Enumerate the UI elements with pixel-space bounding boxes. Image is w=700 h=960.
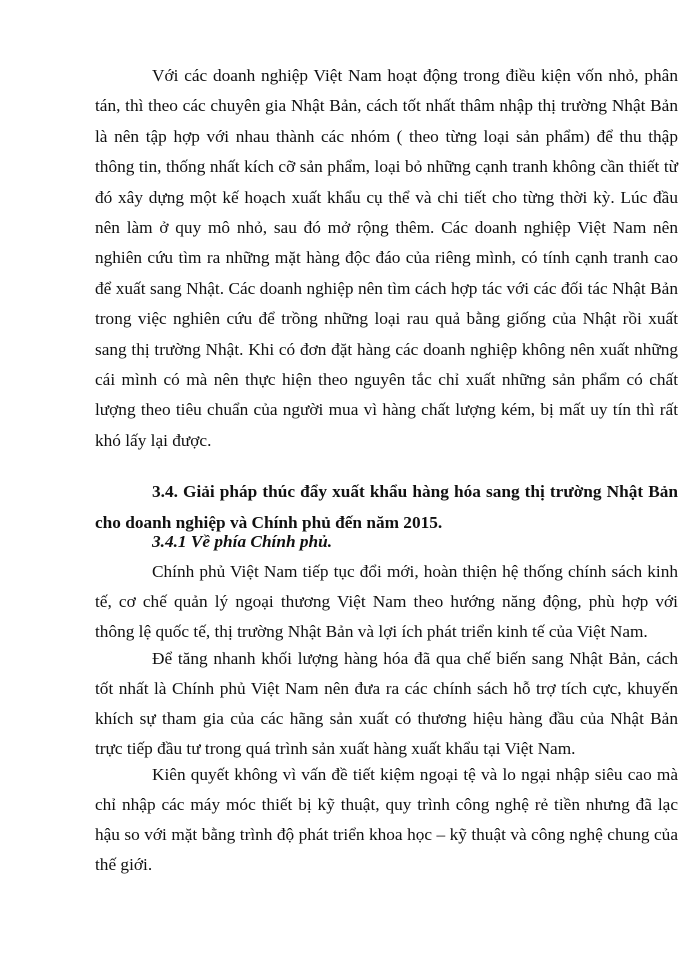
body-paragraph-government-policy: Chính phủ Việt Nam tiếp tục đổi mới, hoàn thiện hệ thống chính sách kinh tế, cơ chế quản lý ngoại thương Việt Nam theo hướng năng động, phù hợp với thông lệ quốc tế, thị trường Nhật Bản và lợi ích phát triển kinh tế của Việt Nam.	[95, 562, 678, 642]
body-paragraph-processed-goods: Để tăng nhanh khối lượng hàng hóa đã qua chế biến sang Nhật Bản, cách tốt nhất là Chính phủ Việt Nam nên đưa ra các chính sách hỗ trợ tích cực, khuyến khích sự tham gia của các hãng sản xuất có thương hiệu hàng đầu của Nhật Bản trực tiếp đầu tư trong quá trình sản xuất hàng xuất khẩu tại Việt Nam.	[95, 649, 678, 758]
section-heading: 3.4. Giải pháp thúc đẩy xuất khẩu hàng hóa sang thị trường Nhật Bản cho doanh nghiệp và Chính phủ đến năm 2015.	[95, 482, 678, 532]
subsection-heading: 3.4.1 Về phía Chính phủ.	[152, 532, 333, 551]
body-paragraph-technology-imports: Kiên quyết không vì vấn đề tiết kiệm ngoại tệ và lo ngại nhập siêu cao mà chỉ nhập các máy móc thiết bị kỹ thuật, quy trình công nghệ rẻ tiền nhưng đã lạc hậu so với mặt bằng trình độ phát triển khoa học – kỹ thuật và công nghệ chung của thế giới.	[95, 765, 678, 874]
intro-paragraph: Với các doanh nghiệp Việt Nam hoạt động trong điều kiện vốn nhỏ, phân tán, thì theo các chuyên gia Nhật Bản, cách tốt nhất thâm nhập thị trường Nhật Bản là nên tập hợp với nhau thành các nhóm ( theo từng loại sản phẩm) để thu thập thông tin, thống nhất kích cỡ sản phẩm, loại bỏ những cạnh tranh không cần thiết từ đó xây dựng một kế hoạch xuất khẩu cụ thể và chi tiết cho từng thời kỳ. Lúc đầu nên làm ở quy mô nhỏ, sau đó mở rộng thêm. Các doanh nghiệp Việt Nam nên nghiên cứu tìm ra những mặt hàng độc đáo của riêng mình, có tính cạnh tranh cao để xuất sang Nhật. Các doanh nghiệp nên tìm cách hợp tác với các đối tác Nhật Bản trong việc nghiên cứu để trồng những loại rau quả bằng giống của Nhật rồi xuất sang thị trường Nhật. Khi có đơn đặt hàng các doanh nghiệp không nên xuất những cái mình có mà nên thực hiện theo nguyên tắc chỉ xuất những sản phẩm có chất lượng theo tiêu chuẩn của người mua vì hàng chất lượng kém, bị mất uy tín thì rất khó lấy lại được.	[95, 66, 678, 450]
